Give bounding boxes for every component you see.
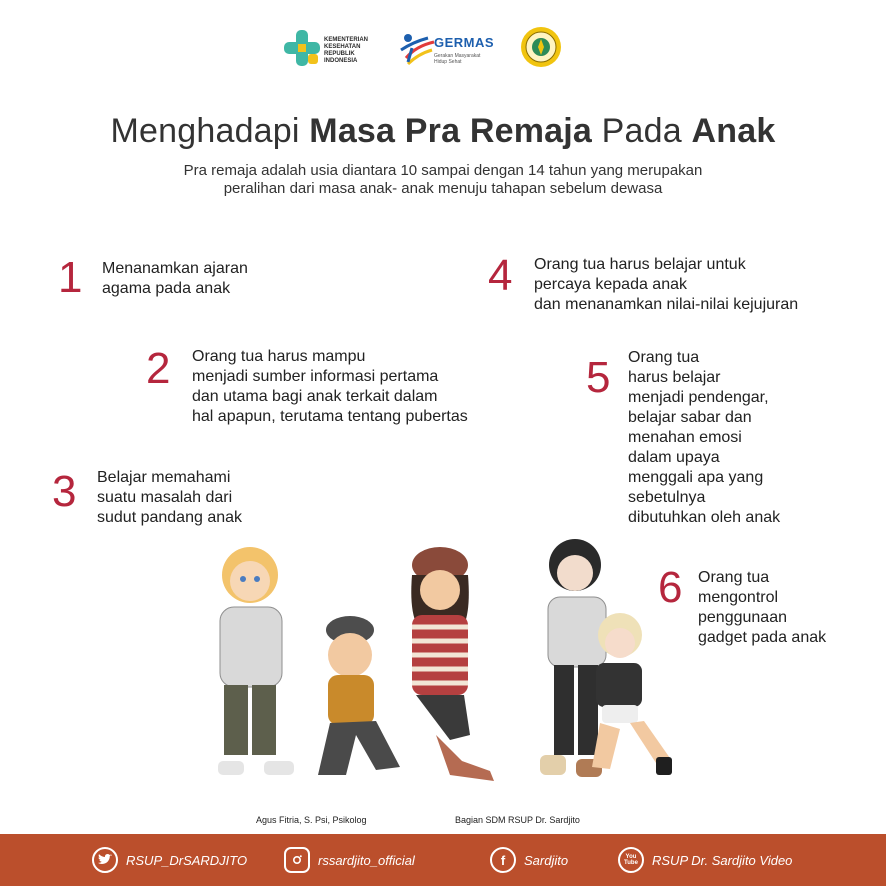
page-subtitle: Pra remaja adalah usia diantara 10 sampai dengan 14 tahun yang merupakan peralihan dari masa anak- anak menuju tahapan sebelum dewasa: [183, 162, 703, 197]
item-number-2: 2: [146, 344, 171, 393]
item-text-3: Belajar memahami suatu masalah dari sudut pandang anak: [97, 469, 243, 526]
kid-cap-boy: [318, 616, 400, 775]
item-number-3: 3: [52, 467, 77, 516]
germas-title: GERMAS: [434, 35, 495, 50]
facebook-icon: f: [490, 847, 516, 873]
facebook-link[interactable]: [490, 834, 568, 886]
instagram-link[interactable]: [284, 834, 415, 886]
item-number-5: 5: [586, 353, 611, 402]
kid-hoodie-boy: [218, 547, 294, 775]
credit-department: Bagian SDM RSUP Dr. Sardjito: [455, 815, 580, 825]
item-text-6: Orang tua mengontrol penggunaan gadget pada anak: [698, 569, 827, 646]
item-number-1: 1: [58, 253, 83, 302]
twitter-icon: [92, 847, 118, 873]
item-number-4: 4: [488, 251, 513, 300]
kemenkes-text: KEMENTERIAN KESEHATAN REPUBLIK INDONESIA: [324, 37, 369, 64]
youtube-icon: You Tube: [618, 847, 644, 873]
twitter-handle: RSUP_DrSARDJITO: [126, 852, 248, 868]
facebook-handle: Sardjito: [524, 852, 569, 868]
kid-striped-girl: [411, 547, 494, 781]
item-text-2: Orang tua harus mampu menjadi sumber informasi pertama dan utama bagi anak terkait dalam hal apapun, terutama tentang pubertas: [192, 348, 468, 425]
kid-blonde-girl: [592, 613, 672, 775]
item-text-1: Menanamkan ajaran agama pada anak: [102, 260, 248, 297]
kemenkes-logo-icon: [282, 28, 322, 68]
germas-subtitle: Gerakan Masyarakat Hidup Sehat: [434, 53, 481, 65]
item-text-5: Orang tua harus belajar menjadi pendengar, belajar sabar dan menahan emosi dalam upaya menggali apa yang sebetulnya dibutuhkan oleh anak: [628, 349, 781, 526]
instagram-handle: rssardjito_official: [318, 852, 415, 868]
ugm-seal-icon: [520, 26, 562, 68]
youtube-link[interactable]: [618, 834, 792, 886]
instagram-icon: [284, 847, 310, 873]
twitter-link[interactable]: [92, 834, 247, 886]
item-text-4: Orang tua harus belajar untuk percaya kepada anak dan menanamkan nilai-nilai kejujuran: [534, 256, 799, 313]
kids-illustration: [200, 535, 683, 805]
kid-hoodie-girl: [540, 539, 606, 777]
page-title: Menghadapi Masa Pra Remaja Pada Anak: [110, 112, 776, 150]
youtube-handle: RSUP Dr. Sardjito Video: [652, 852, 793, 868]
germas-logo-icon: [398, 28, 438, 68]
credit-author: Agus Fitria, S. Psi, Psikolog: [256, 815, 367, 825]
item-number-6: 6: [658, 563, 683, 612]
social-footer: [0, 834, 886, 886]
header-logos: [0, 20, 886, 76]
